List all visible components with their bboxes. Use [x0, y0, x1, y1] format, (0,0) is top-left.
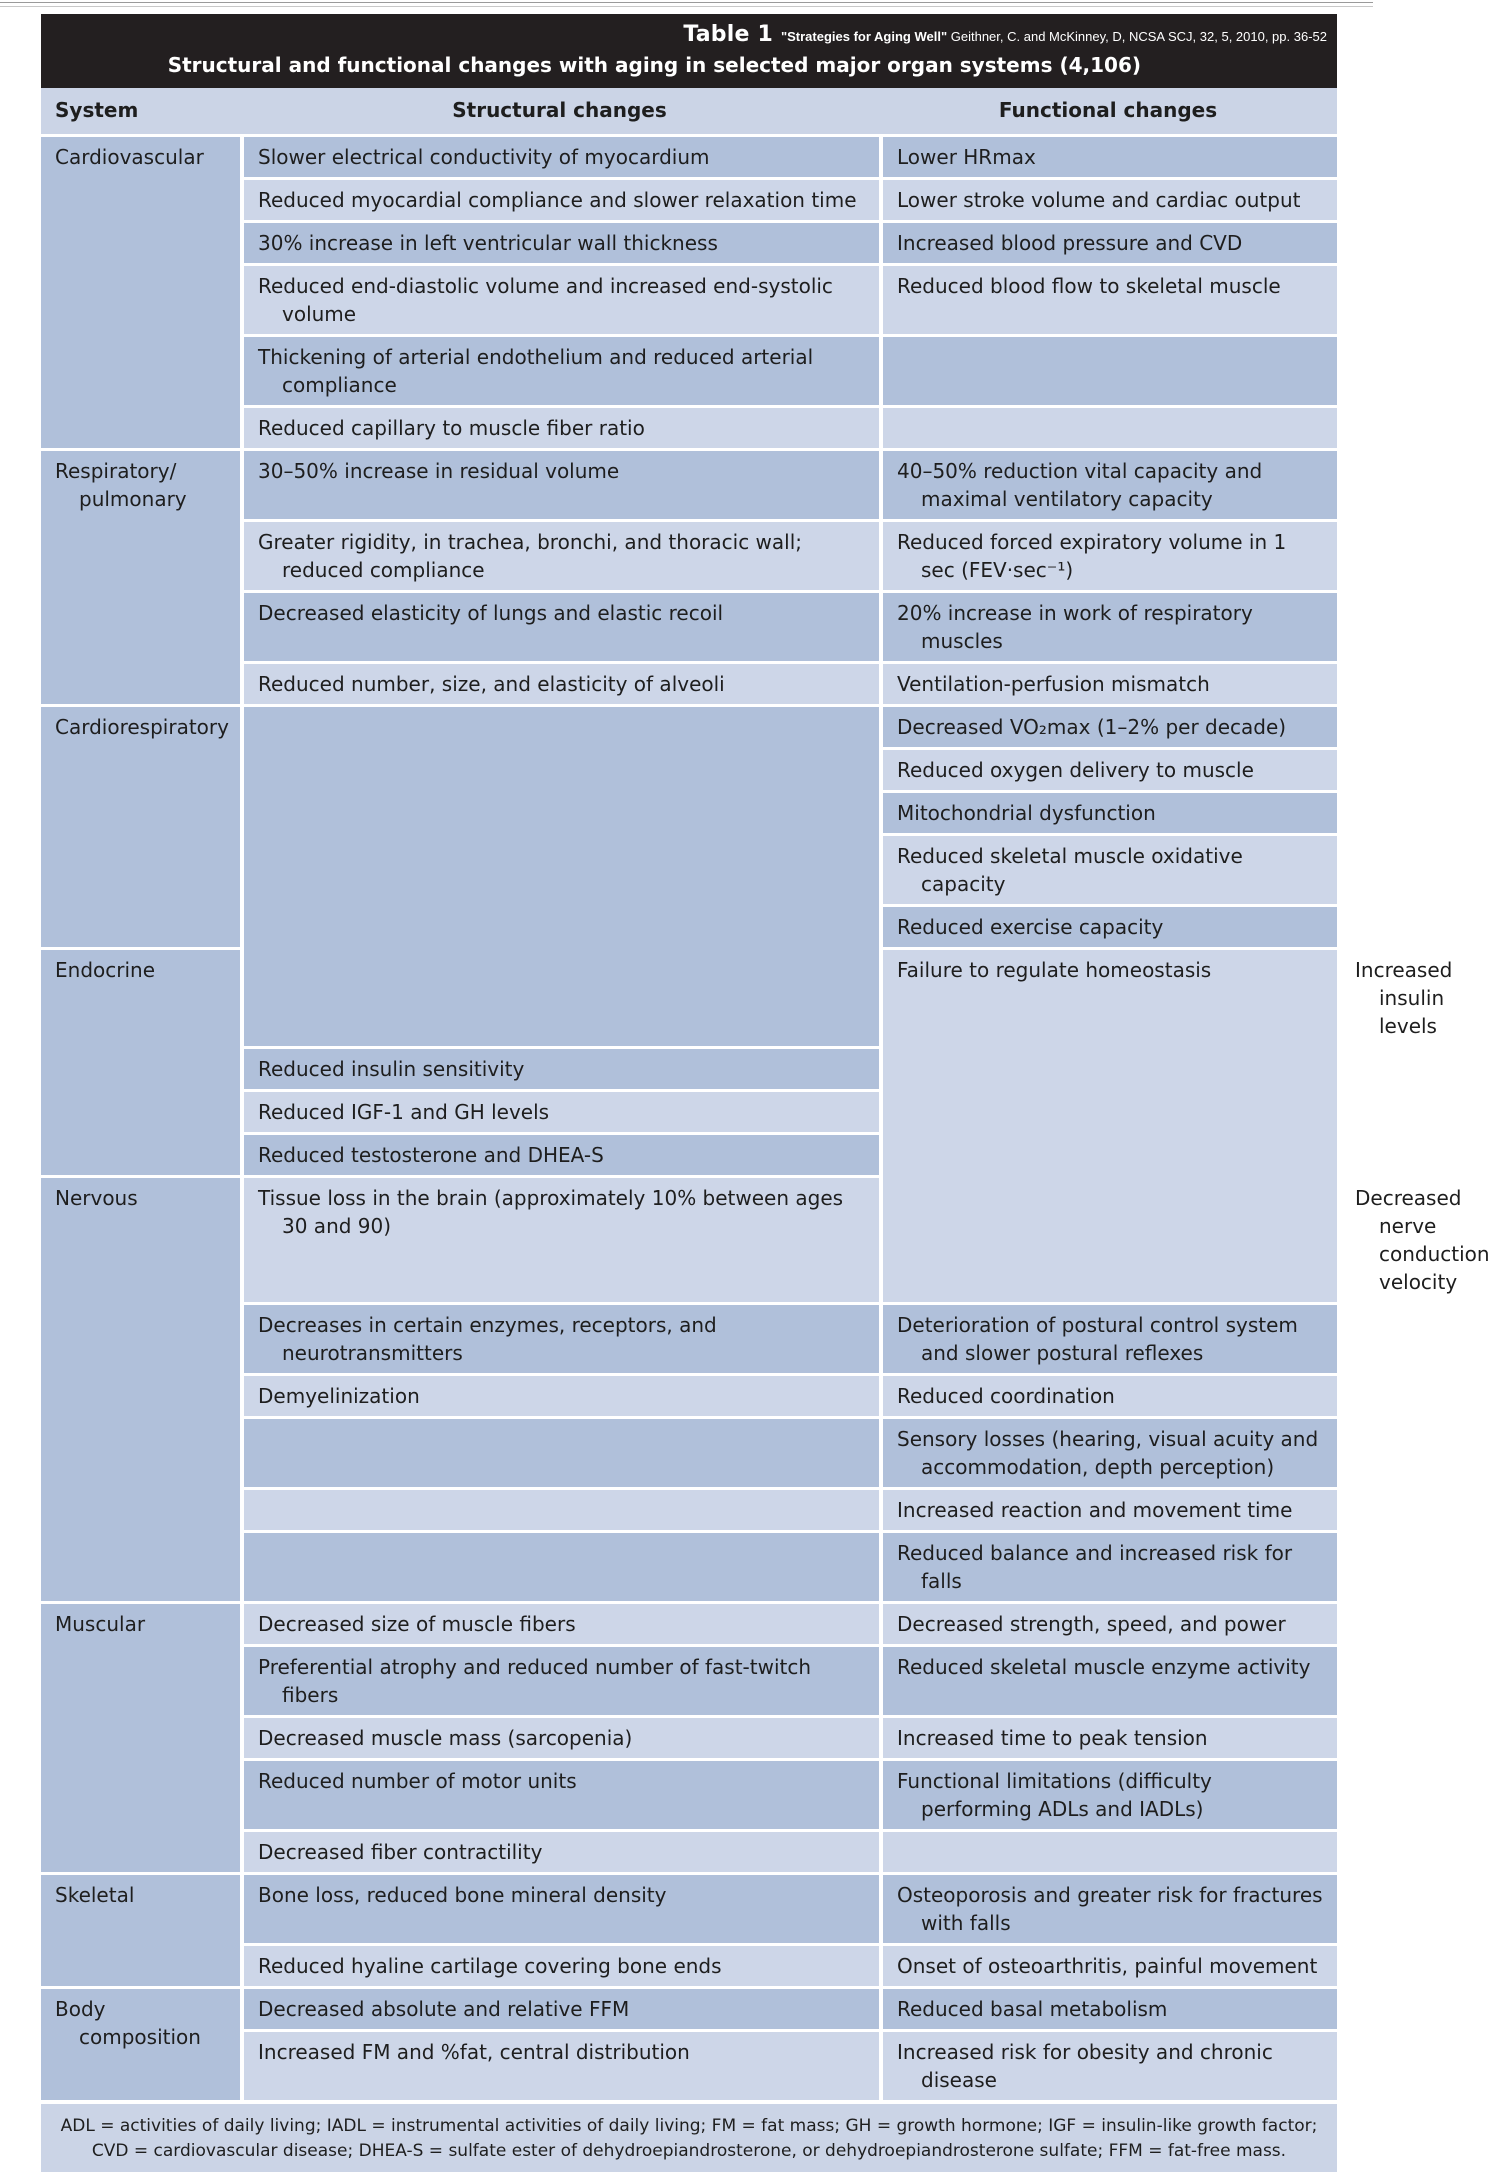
structural-change-cell: [240, 1416, 879, 1487]
system-cell: Nervous: [41, 1175, 240, 1601]
structural-change-cell: Reduced hyaline cartilage covering bone ends: [240, 1943, 879, 1986]
structural-change-cell: [240, 1487, 879, 1530]
structural-change-cell: Decreased absolute and relative FFM: [240, 1986, 879, 2029]
functional-change-cell: Increased time to peak tension: [879, 1715, 1337, 1758]
functional-change-cell: [879, 1829, 1337, 1872]
column-header-row: [41, 88, 1337, 137]
functional-change-cell: Reduced forced expiratory volume in 1 sec (FEV·sec⁻¹): [879, 519, 1337, 590]
functional-change-cell: Reduced exercise capacity: [879, 904, 1337, 947]
functional-change-cell: [879, 405, 1337, 448]
table-label: Table 1: [683, 22, 773, 47]
source-details: Geithner, C. and McKinney, D, NCSA SCJ, 32, 5, 2010, pp. 36-52: [947, 29, 1327, 44]
functional-change-cell: 20% increase in work of respiratory muscles: [879, 590, 1337, 661]
structural-change-cell: 30–50% increase in residual volume: [240, 448, 879, 519]
system-cell: Endocrine: [41, 947, 240, 1175]
functional-change-cell: Increased reaction and movement time: [879, 1487, 1337, 1530]
table-row: [41, 137, 1337, 177]
structural-change-cell: Decreased muscle mass (sarcopenia): [240, 1715, 879, 1758]
structural-change-cell: Increased FM and %fat, central distribution: [240, 2029, 879, 2100]
structural-change-cell: [240, 1530, 879, 1601]
functional-change-cell: Reduced testosterone and DHEA-S: [240, 1132, 879, 1175]
functional-change-cell: [879, 334, 1337, 405]
structural-change-cell: Reduced number, size, and elasticity of alveoli: [240, 661, 879, 704]
functional-change-cell: Reduced IGF-1 and GH levels: [240, 1089, 879, 1132]
table-body: [41, 137, 1490, 2100]
structural-change-cell: Decreases in certain enzymes, receptors, and neurotransmitters: [240, 1302, 879, 1373]
structural-change-cell: Failure to regulate homeostasis: [879, 947, 1337, 1302]
functional-change-cell: Decreased strength, speed, and power: [879, 1601, 1337, 1644]
table-row: [41, 448, 1337, 519]
structural-change-cell: Reduced number of motor units: [240, 1758, 879, 1829]
functional-change-cell: Onset of osteoarthritis, painful movement: [879, 1943, 1337, 1986]
structural-change-cell: Reduced myocardial compliance and slower relaxation time: [240, 177, 879, 220]
structural-change-cell: Slower electrical conductivity of myocardium: [240, 137, 879, 177]
table-row: [41, 1986, 1337, 2029]
source-title: "Strategies for Aging Well": [780, 29, 948, 44]
functional-change-cell: Sensory losses (hearing, visual acuity and accommodation, depth perception): [879, 1416, 1337, 1487]
functional-change-cell: Ventilation-perfusion mismatch: [879, 661, 1337, 704]
system-cell: Cardiovascular: [41, 137, 240, 448]
functional-change-cell: Decreased VO₂max (1–2% per decade): [879, 704, 1337, 747]
aging-changes-table: [41, 88, 1490, 2100]
functional-change-cell: Lower HRmax: [879, 137, 1337, 177]
structural-change-cell: Decreased fiber contractility: [240, 1829, 879, 1872]
functional-change-cell: Functional limitations (difficulty performing ADLs and IADLs): [879, 1758, 1337, 1829]
system-cell: Body composition: [41, 1986, 240, 2100]
functional-change-cell: Reduced oxygen delivery to muscle: [879, 747, 1337, 790]
table-subtitle: Structural and functional changes with aging in selected major organ systems (4,106): [167, 53, 1141, 77]
structural-change-cell: [240, 704, 879, 1046]
functional-change-cell: Reduced insulin sensitivity: [240, 1046, 879, 1089]
table-row: Endocrine Failure to regulate homeostasis Increased insulin levels: [41, 947, 1337, 1046]
system-cell: Muscular: [41, 1601, 240, 1872]
structural-change-cell: Preferential atrophy and reduced number of fast-twitch fibers: [240, 1644, 879, 1715]
table-row: [41, 1601, 1337, 1644]
functional-change-cell: 40–50% reduction vital capacity and maximal ventilatory capacity: [879, 448, 1337, 519]
table-title-bar: [41, 14, 1337, 88]
structural-change-cell: Bone loss, reduced bone mineral density: [240, 1872, 879, 1943]
table-row: [41, 704, 1337, 747]
functional-change-cell: Reduced coordination: [879, 1373, 1337, 1416]
system-cell: Cardiorespiratory: [41, 704, 240, 947]
functional-change-cell: Reduced skeletal muscle enzyme activity: [879, 1644, 1337, 1715]
structural-change-cell: Tissue loss in the brain (approximately 10% between ages 30 and 90): [240, 1175, 879, 1302]
functional-change-cell: Reduced blood flow to skeletal muscle: [879, 263, 1337, 334]
structural-change-cell: Demyelinization: [240, 1373, 879, 1416]
structural-change-cell: Decreased elasticity of lungs and elastic recoil: [240, 590, 879, 661]
functional-change-cell: Mitochondrial dysfunction: [879, 790, 1337, 833]
functional-change-cell: Reduced skeletal muscle oxidative capacity: [879, 833, 1337, 904]
source-citation: [781, 29, 1327, 44]
functional-change-cell: Reduced balance and increased risk for falls: [879, 1530, 1337, 1601]
column-header-structural: Structural changes: [240, 88, 879, 137]
structural-change-cell: Decreased size of muscle fibers: [240, 1601, 879, 1644]
column-header-functional: Functional changes: [879, 88, 1337, 137]
column-header-system: System: [41, 88, 240, 137]
functional-change-cell: Increased blood pressure and CVD: [879, 220, 1337, 263]
structural-change-cell: Reduced capillary to muscle fiber ratio: [240, 405, 879, 448]
table-document: [41, 14, 1490, 2172]
functional-change-cell: Lower stroke volume and cardiac output: [879, 177, 1337, 220]
structural-change-cell: Greater rigidity, in trachea, bronchi, and thoracic wall; reduced compliance: [240, 519, 879, 590]
structural-change-cell: 30% increase in left ventricular wall thickness: [240, 220, 879, 263]
table-footnote: ADL = activities of daily living; IADL = instrumental activities of daily living; FM = fat mass; GH = growth hormone; IGF = insulin-like growth factor; CVD = cardiovascular disease; DHEA-S = sulfate ester of dehydroepiandrosterone, or dehydroepiandrosterone sulfate; FFM = fat-free mass.: [41, 2100, 1337, 2172]
functional-change-cell: Increased risk for obesity and chronic disease: [879, 2029, 1337, 2100]
structural-change-cell: Thickening of arterial endothelium and reduced arterial compliance: [240, 334, 879, 405]
table-row: Nervous Tissue loss in the brain (approximately 10% between ages 30 and 90) Decreased nerve conduction velocity: [41, 1175, 1337, 1302]
functional-change-cell: Osteoporosis and greater risk for fractures with falls: [879, 1872, 1337, 1943]
system-cell: Skeletal: [41, 1872, 240, 1986]
system-cell: Respiratory/ pulmonary: [41, 448, 240, 704]
structural-change-cell: Reduced end-diastolic volume and increased end-systolic volume: [240, 263, 879, 334]
title-line: [683, 22, 1327, 47]
table-row: [41, 1872, 1337, 1943]
functional-change-cell: Deterioration of postural control system and slower postural reflexes: [879, 1302, 1337, 1373]
functional-change-cell: Reduced basal metabolism: [879, 1986, 1337, 2029]
